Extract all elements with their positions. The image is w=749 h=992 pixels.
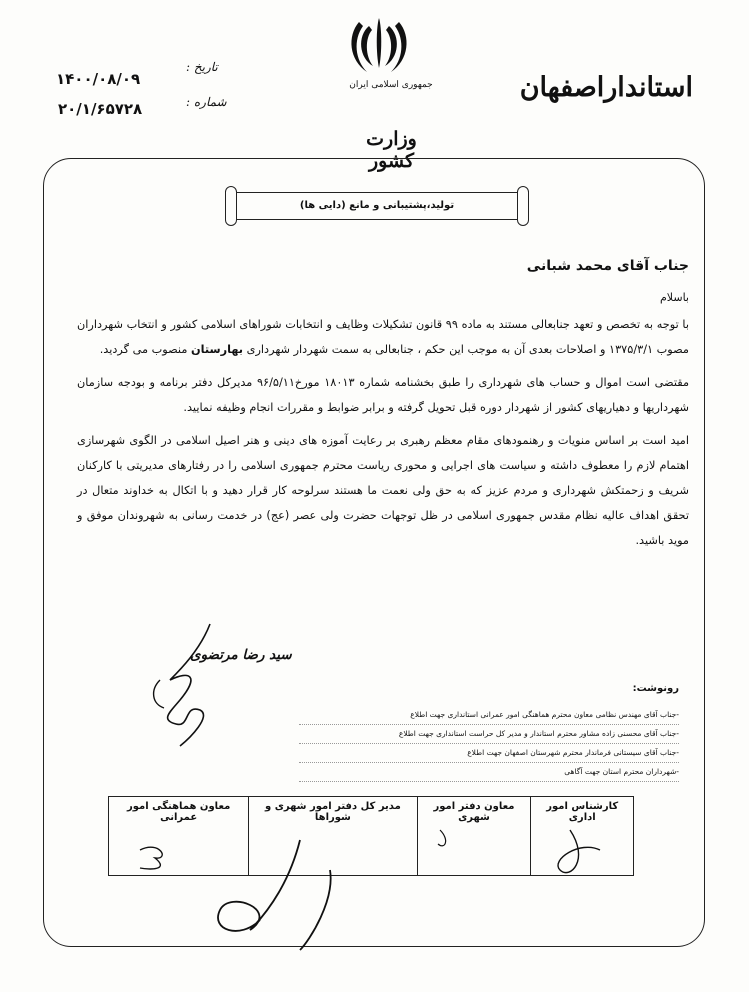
approval-cell: مدیر کل دفتر امور شهری و شوراها (249, 797, 417, 876)
paragraph-guidance: امید است بر اساس منویات و رهنمودهای مقام معظم رهبری بر رعایت آموزه های دینی و هنر اصیل اسلامی در الگوی شهرسازی اهتمام لازم را معطوف داشته و سیاست های اجرایی و محوری ریاست محترم جمهوری اسلامی را در رفتارهای مدیریتی با کارکنان شریف و زحمتکش شهرداری و مردم عزیز که به حق ولی نعمت ما هستند سرلوحه کار قرار دهید و با اتکال به خداوند متعال در تحقق اهداف عالیه نظام مقدس جمهوری اسلامی در ظل توجهات حضرت ولی عصر (عج) در خدمت رسانی به شهروندان موفق و موید باشید. (77, 434, 689, 547)
signatory-name: سید رضا مرتضوی (190, 647, 292, 663)
date-value: ۱۴۰۰/۰۸/۰۹ (56, 70, 141, 88)
paragraph-assets: مقتضی است اموال و حساب های شهرداری را طبق بخشنامه شماره ۱۸۰۱۳ مورخ۹۶/۵/۱۱ مدیرکل دفتر برنامه و بودجه سازمان شهرداریها و دهیاریهای کشور از شهردار دوره قبل تحویل گرفته و برابر ضوابط و مقررات انجام وظیفه نمایید. (77, 376, 689, 414)
cc-list (299, 706, 679, 782)
date-label: تاریخ : (186, 60, 218, 74)
cc-item: -شهرداران محترم استان جهت آگاهی (299, 763, 679, 782)
approval-cell: معاون هماهنگی امور عمرانی (109, 797, 249, 876)
banner-scroll: تولید،پشتیبانی و مانع (دایی ها) (232, 192, 522, 220)
addressee: جناب آقای محمد شبانی (526, 258, 689, 274)
approval-cell: معاون دفتر امور شهری (417, 797, 531, 876)
province-title: استانداراصفهان (519, 72, 693, 103)
paragraph-appointment: با توجه به تخصص و تعهد جنابعالی مستند به ماده ۹۹ قانون تشکیلات وظایف و انتخابات شوراهای اسلامی کشور و انتخاب شهرداران مصوب ۱۳۷۵/۳/۱ و اصلاحات بعدی آن به موجب این حکم ، جنابعالی به سمت شهردار شهرداری بهارستان منصوب می گردید. (77, 318, 689, 356)
approval-cell: کارشناس امور اداری (531, 797, 634, 876)
initials-scribbles (100, 800, 640, 960)
emblem-icon (345, 14, 413, 78)
cc-title: رونوشت: (632, 683, 679, 694)
number-value: ۲۰/۱/۶۵۷۲۸ (58, 100, 143, 118)
republic-label: جمهوری اسلامی ایران (349, 80, 433, 90)
salutation: باسلام (659, 291, 689, 304)
signature-scribble (140, 620, 230, 750)
city-name: بهارستان (190, 343, 244, 356)
cc-item: -جناب آقای سیستانی فرماندار محترم شهرستان اصفهان جهت اطلاع (299, 744, 679, 763)
number-label: شماره : (186, 95, 227, 109)
letter-body (77, 312, 689, 561)
ministry-title: وزارت کشور (366, 128, 417, 172)
cc-item: -جناب آقای مهندس نظامی معاون محترم هماهنگی امور عمرانی استانداری جهت اطلاع (299, 706, 679, 725)
cc-item: -جناب آقای محسنی زاده مشاور محترم استاندار و مدیر کل حراست استانداری جهت اطلاع (299, 725, 679, 744)
